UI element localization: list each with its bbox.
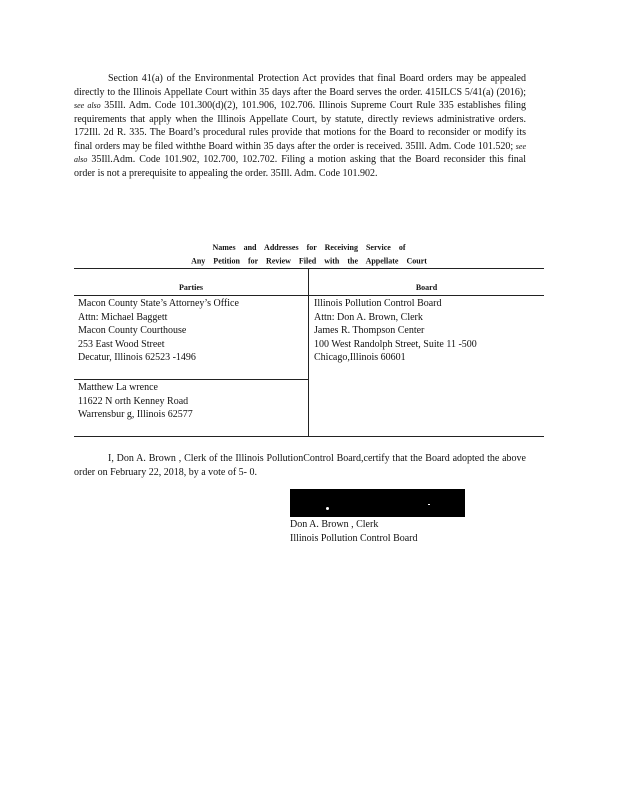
service-notice-heading	[74, 240, 544, 267]
address-line: Chicago,Illinois 60601	[314, 352, 406, 363]
address-line: Attn: Michael Baggett	[78, 311, 168, 323]
party-address-macon-county	[78, 297, 239, 365]
table-bottom-border	[74, 436, 544, 437]
parties-row-divider	[74, 379, 308, 380]
signer-organization: Illinois Pollution Control Board	[290, 533, 418, 544]
address-line: Attn: Don A. Brown, Clerk	[314, 311, 423, 323]
signer-block	[290, 518, 418, 546]
table-header-divider	[74, 295, 544, 296]
table-top-border	[74, 268, 544, 269]
address-line: 100 West Randolph Street, Suite 11 -500	[314, 338, 477, 350]
paragraph-text-3: 35Ill.Adm. Code 101.902, 102.700, 102.702. Filing a motion asking that the Board reconsider this final order is not a prerequisite to appealing the order. 35Ill. Adm. Code 101.902.	[74, 154, 527, 179]
address-line: 11622 N orth Kenney Road	[78, 395, 189, 407]
address-line: Macon County State’s Attorney’s Office	[78, 298, 239, 309]
clerk-certification	[74, 452, 526, 479]
address-line: Matthew La wrence	[78, 382, 158, 393]
board-address	[314, 297, 477, 365]
address-line: James R. Thompson Center	[314, 325, 425, 336]
board-column-header: Board	[415, 283, 438, 292]
party-address-lawrence	[78, 381, 193, 422]
paragraph-text-2: 35Ill. Adm. Code 101.300(d)(2), 101.906, 102.706. Illinois Supreme Court Rule 335 establishes filing requirements that apply when the Illinois Appellate Court, by statute, directly reviews administrative orders. 172Ill. 2d R. 335. The Board’s procedural rules provide that motions for the Board to reconsider or modify its final orders may be filed withthe Board within 35 days after the order is received. 35Ill. Adm. Code 101.520;	[74, 100, 526, 152]
see-also-2: see also	[74, 141, 526, 164]
appeal-rights-paragraph	[74, 72, 526, 180]
certification-text: I, Don A. Brown , Clerk of the Illinois PollutionControl Board,certify that the Board adopted the above order on February 22, 2018, by a vote of 5- 0.	[74, 453, 526, 478]
parties-column-header: Parties	[179, 283, 203, 292]
redacted-signature	[290, 489, 465, 517]
address-line: Decatur, Illinois 62523 -1496	[78, 352, 196, 363]
service-notice-line-2: Any Petition for Review Filed with the Appellate Court	[191, 256, 427, 266]
address-line: Macon County Courthouse	[78, 325, 187, 336]
address-line: Warrensbur g, Illinois 62577	[78, 409, 193, 420]
signer-name: Don A. Brown , Clerk	[290, 519, 379, 530]
paragraph-text-1: Section 41(a) of the Environmental Protection Act provides that final Board orders may be appealed directly to the Illinois Appellate Court within 35 days after the Board serves the order. 415ILCS 5/41(a) (2016);	[74, 73, 526, 98]
service-notice-line-1: Names and Addresses for Receiving Service of	[212, 242, 406, 252]
address-line: Illinois Pollution Control Board	[314, 298, 442, 309]
table-column-divider	[308, 268, 309, 436]
address-line: 253 East Wood Street	[78, 338, 165, 350]
see-also-1: see also	[74, 101, 101, 110]
